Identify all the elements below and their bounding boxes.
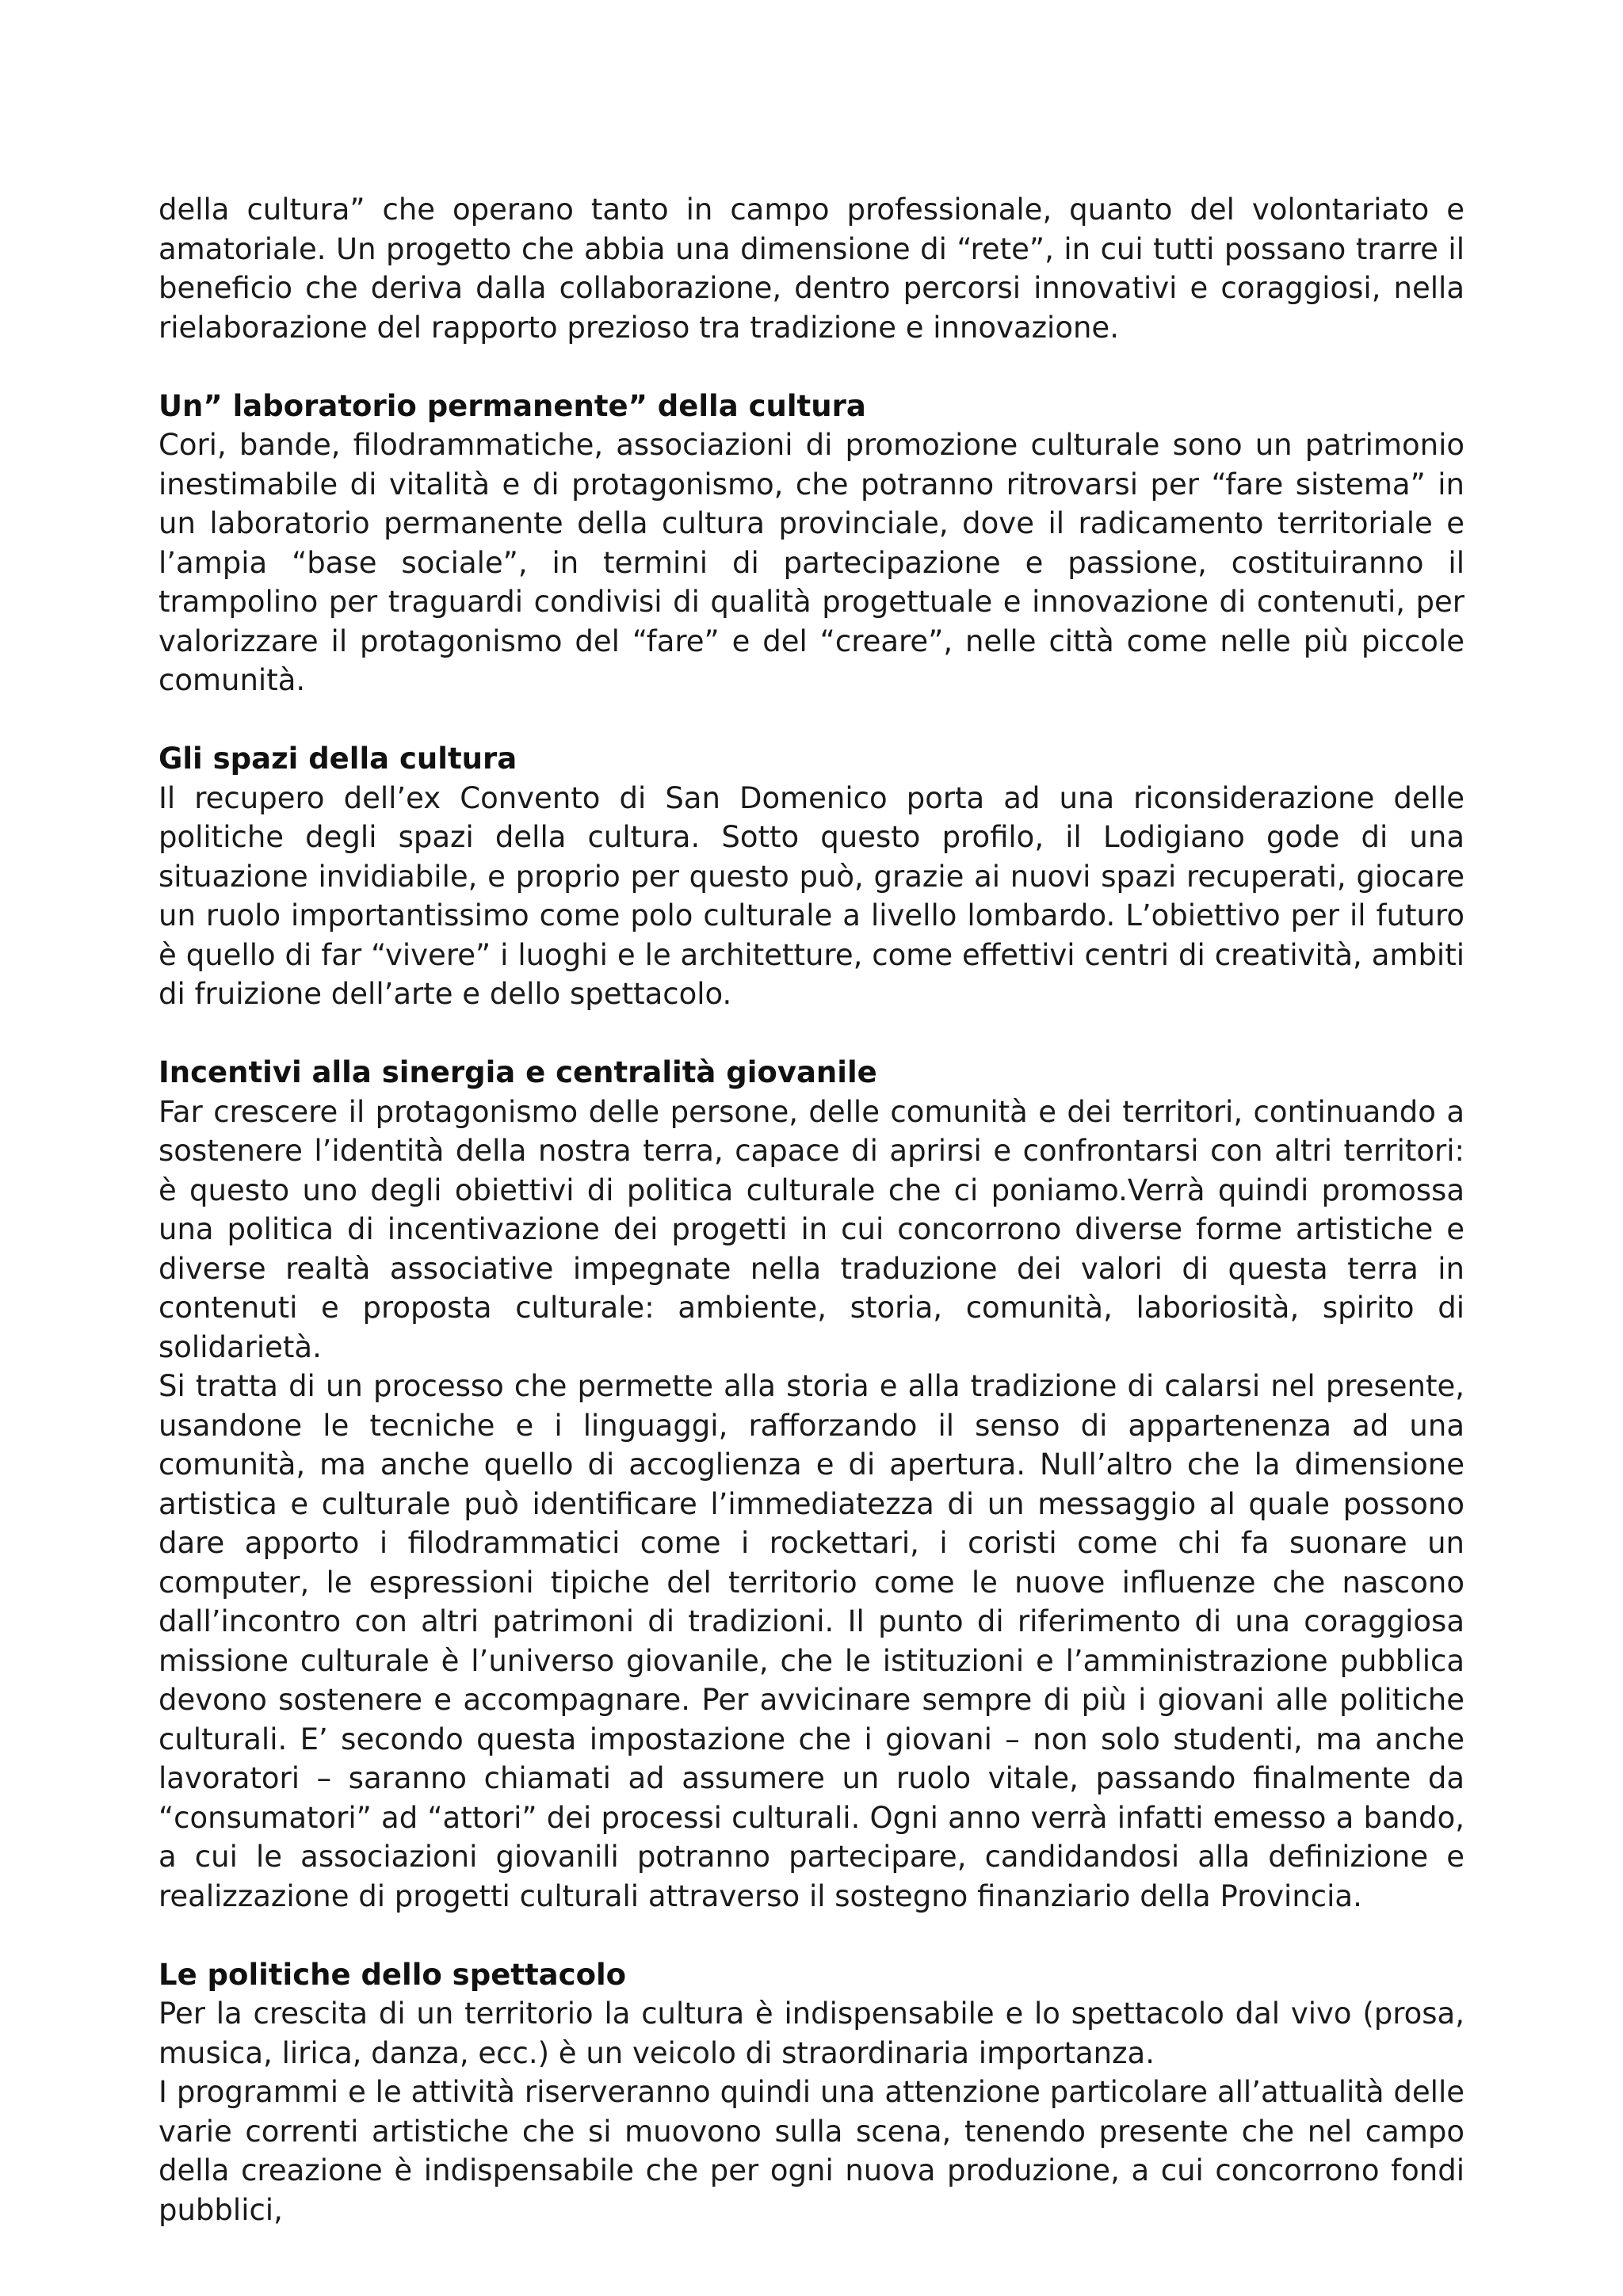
section-spazi <box>158 739 1465 1014</box>
intro-paragraph: della cultura” che operano tanto in campo professionale, quanto del volontariato e amatoriale. Un progetto che abbia una dimensione di “rete”, in cui tutti possano trarre il beneficio che deriva dalla collaborazione, dentro percorsi innovativi e coraggiosi, nella rielaborazione del rapporto prezioso tra tradizione e innovazione. <box>158 193 1465 345</box>
section-heading: Incentivi alla sinergia e centralità giovanile <box>158 1055 877 1089</box>
section-paragraph: Il recupero dell’ex Convento di San Domenico porta ad una riconsiderazione delle politiche degli spazi della cultura. Sotto questo profilo, il Lodigiano gode di una situazione invidiabile, e proprio per questo può, grazie ai nuovi spazi recuperati, giocare un ruolo importantissimo come polo culturale a livello lombardo. L’obiettivo per il futuro è quello di far “vivere” i luoghi e le architetture, come effettivi centri di creatività, ambiti di fruizione dell’arte e dello spettacolo. <box>158 780 1465 1011</box>
section-paragraph: Cori, bande, filodrammatiche, associazioni di promozione culturale sono un patrimonio inestimabile di vitalità e di protagonismo, che potranno ritrovarsi per “fare sistema” in un laboratorio permanente della cultura provinciale, dove il radicamento territoriale e l’ampia “base sociale”, in termini di partecipazione e passione, costituiranno il trampolino per traguardi condivisi di qualità progettuale e innovazione di contenuti, per valorizzare il protagonismo del “fare” e del “creare”, nelle città come nelle più piccole comunità. <box>158 428 1465 697</box>
section-paragraph: Far crescere il protagonismo delle persone, delle comunità e dei territori, continuando a sostenere l’identità della nostra terra, capace di aprirsi e confrontarsi con altri territori: è questo uno degli obiettivi di politica culturale che ci poniamo.Verrà quindi promossa una politica di incentivazione dei progetti in cui concorrono diverse forme artistiche e diverse realtà associative impegnate nella traduzione dei valori di questa terra in contenuti e proposta culturale: ambiente, storia, comunità, laboriosità, spirito di solidarietà. <box>158 1094 1465 1364</box>
section-heading: Gli spazi della cultura <box>158 742 517 776</box>
document-page <box>158 190 1465 2229</box>
section-paragraph: Per la crescita di un territorio la cultura è indispensabile e lo spettacolo dal vivo (prosa, musica, lirica, danza, ecc.) è un veicolo di straordinaria importanza. <box>158 1997 1465 2070</box>
section-heading: Un” laboratorio permanente” della cultura <box>158 388 866 423</box>
section-paragraph: I programmi e le attività riserveranno quindi una attenzione particolare all’attualità delle varie correnti artistiche che si muovono sulla scena, tenendo presente che nel campo della creazione è indispensabile che per ogni nuova produzione, a cui concorrono fondi pubblici, <box>158 2075 1465 2227</box>
section-incentivi <box>158 1053 1465 1916</box>
section-heading: Le politiche dello spettacolo <box>158 1957 627 1992</box>
section-spettacolo <box>158 1955 1465 2230</box>
section-paragraph: Si tratta di un processo che permette alla storia e alla tradizione di calarsi nel presente, usandone le tecniche e i linguaggi, rafforzando il senso di appartenenza ad una comunità, ma anche quello di accoglienza e di apertura. Null’altro che la dimensione artistica e culturale può identificare l’immediatezza di un messaggio al quale possono dare apporto i filodrammatici come i rockettari, i coristi come chi fa suonare un computer, le espressioni tipiche del territorio come le nuove influenze che nascono dall’incontro con altri patrimoni di tradizioni. Il punto di riferimento di una coraggiosa missione culturale è l’universo giovanile, che le istituzioni e l’amministrazione pubblica devono sostenere e accompagnare. Per avvicinare sempre di più i giovani alle politiche culturali. E’ secondo questa impostazione che i giovani – non solo studenti, ma anche lavoratori – saranno chiamati ad assumere un ruolo vitale, passando finalmente da “consumatori” ad “attori” dei processi culturali. Ogni anno verrà infatti emesso a bando, a cui le associazioni giovanili potranno partecipare, candidandosi alla definizione e realizzazione di progetti culturali attraverso il sostegno finanziario della Provincia. <box>158 1369 1465 1913</box>
section-laboratorio <box>158 387 1465 700</box>
